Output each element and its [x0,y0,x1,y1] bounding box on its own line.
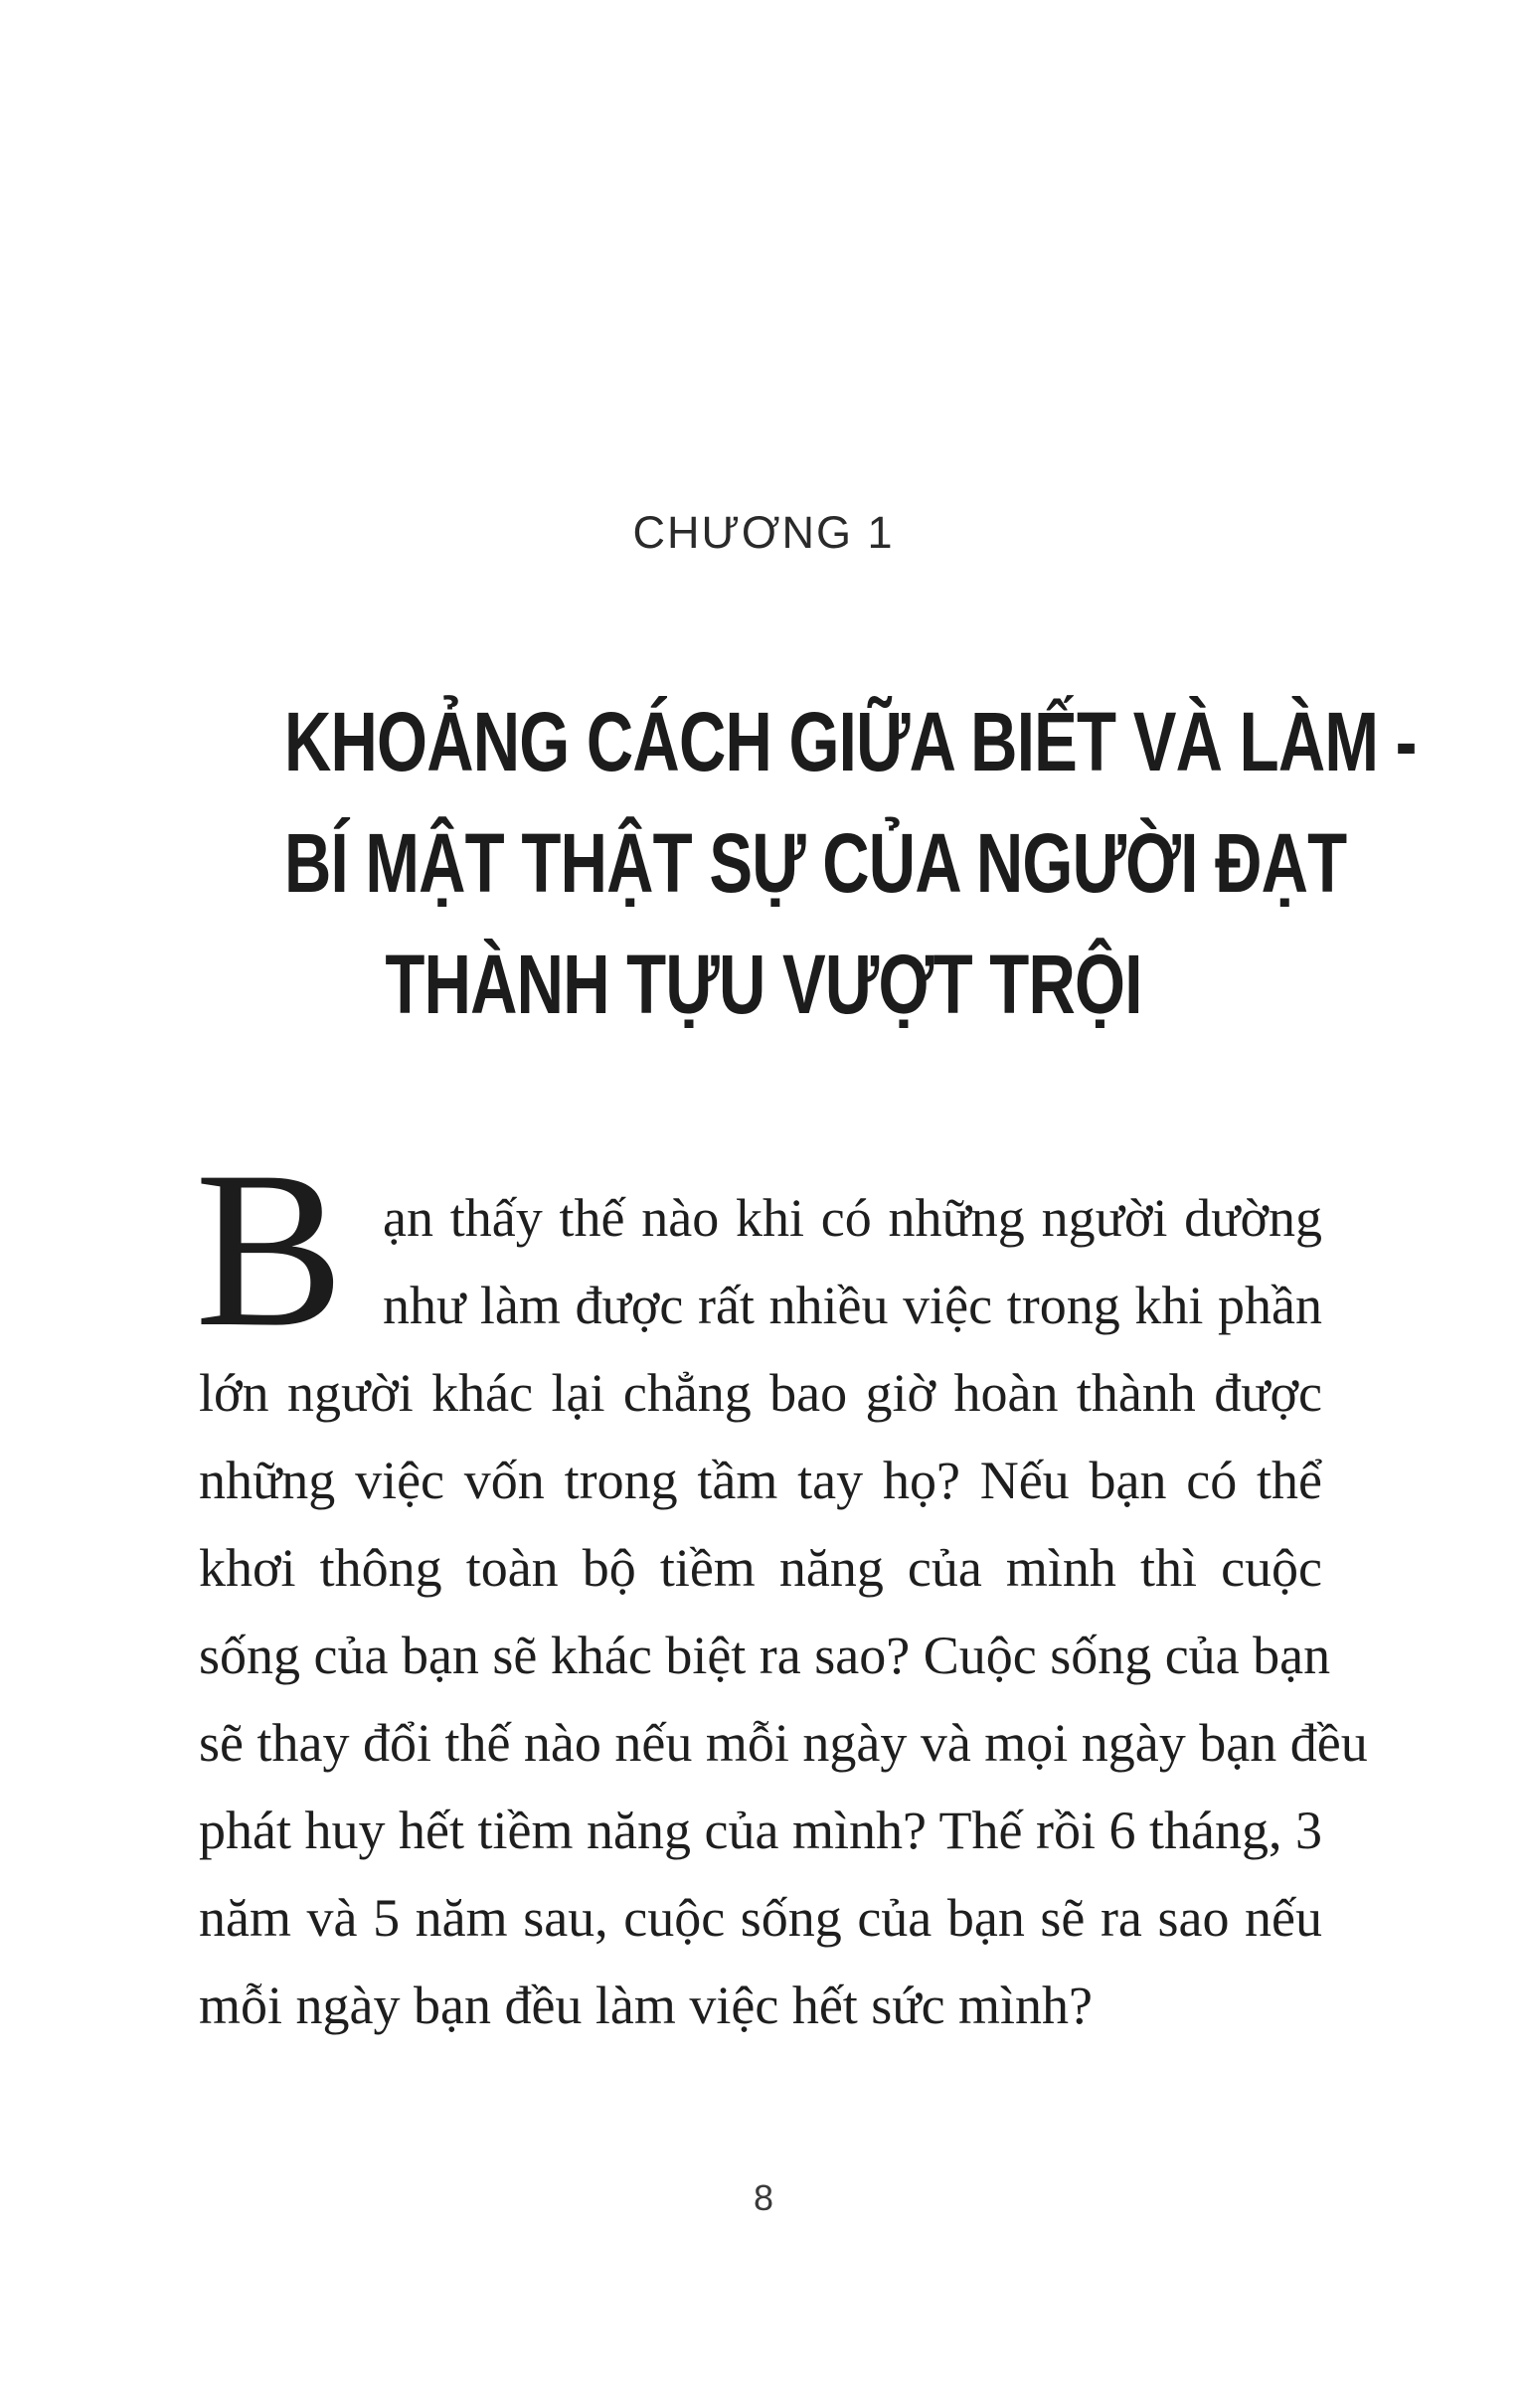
paragraph-line: mỗi ngày bạn đều làm việc hết sức mình? [199,1976,1094,2035]
paragraph-line: như làm được rất nhiều việc trong khi phần [383,1276,1322,1335]
paragraph-line: ạn thấy thế nào khi có những người dường [383,1188,1322,1248]
body-paragraph [199,1174,1368,2049]
paragraph-line: năm và 5 năm sau, cuộc sống của bạn sẽ ra sao nếu [199,1888,1322,1948]
chapter-title [149,681,1417,1045]
paragraph-line: sống của bạn sẽ khác biệt ra sao? Cuộc sống của bạn [199,1626,1331,1685]
paragraph-line: lớn người khác lại chẳng bao giờ hoàn thành được [199,1363,1322,1423]
paragraph-line: phát huy hết tiềm năng của mình? Thế rồi 6 tháng, 3 [199,1801,1322,1860]
chapter-title-line: BÍ MẬT THẬT SỰ CỦA NGƯỜI ĐẠT [283,816,1347,910]
paragraph-line: khơi thông toàn bộ tiềm năng của mình thì cuộc [199,1538,1322,1598]
drop-cap: B [195,1124,345,1373]
chapter-label: CHƯƠNG 1 [632,507,895,558]
page-number: 8 [753,2177,774,2218]
paragraph-line: những việc vốn trong tầm tay họ? Nếu bạn có thể [199,1451,1322,1510]
chapter-title-line: KHOẢNG CÁCH GIỮA BIẾT VÀ LÀM - [283,695,1417,788]
chapter-title-line: THÀNH TỰU VƯỢT TRỘI [385,938,1142,1031]
paragraph-line: sẽ thay đổi thế nào nếu mỗi ngày và mọi ngày bạn đều [199,1713,1368,1773]
